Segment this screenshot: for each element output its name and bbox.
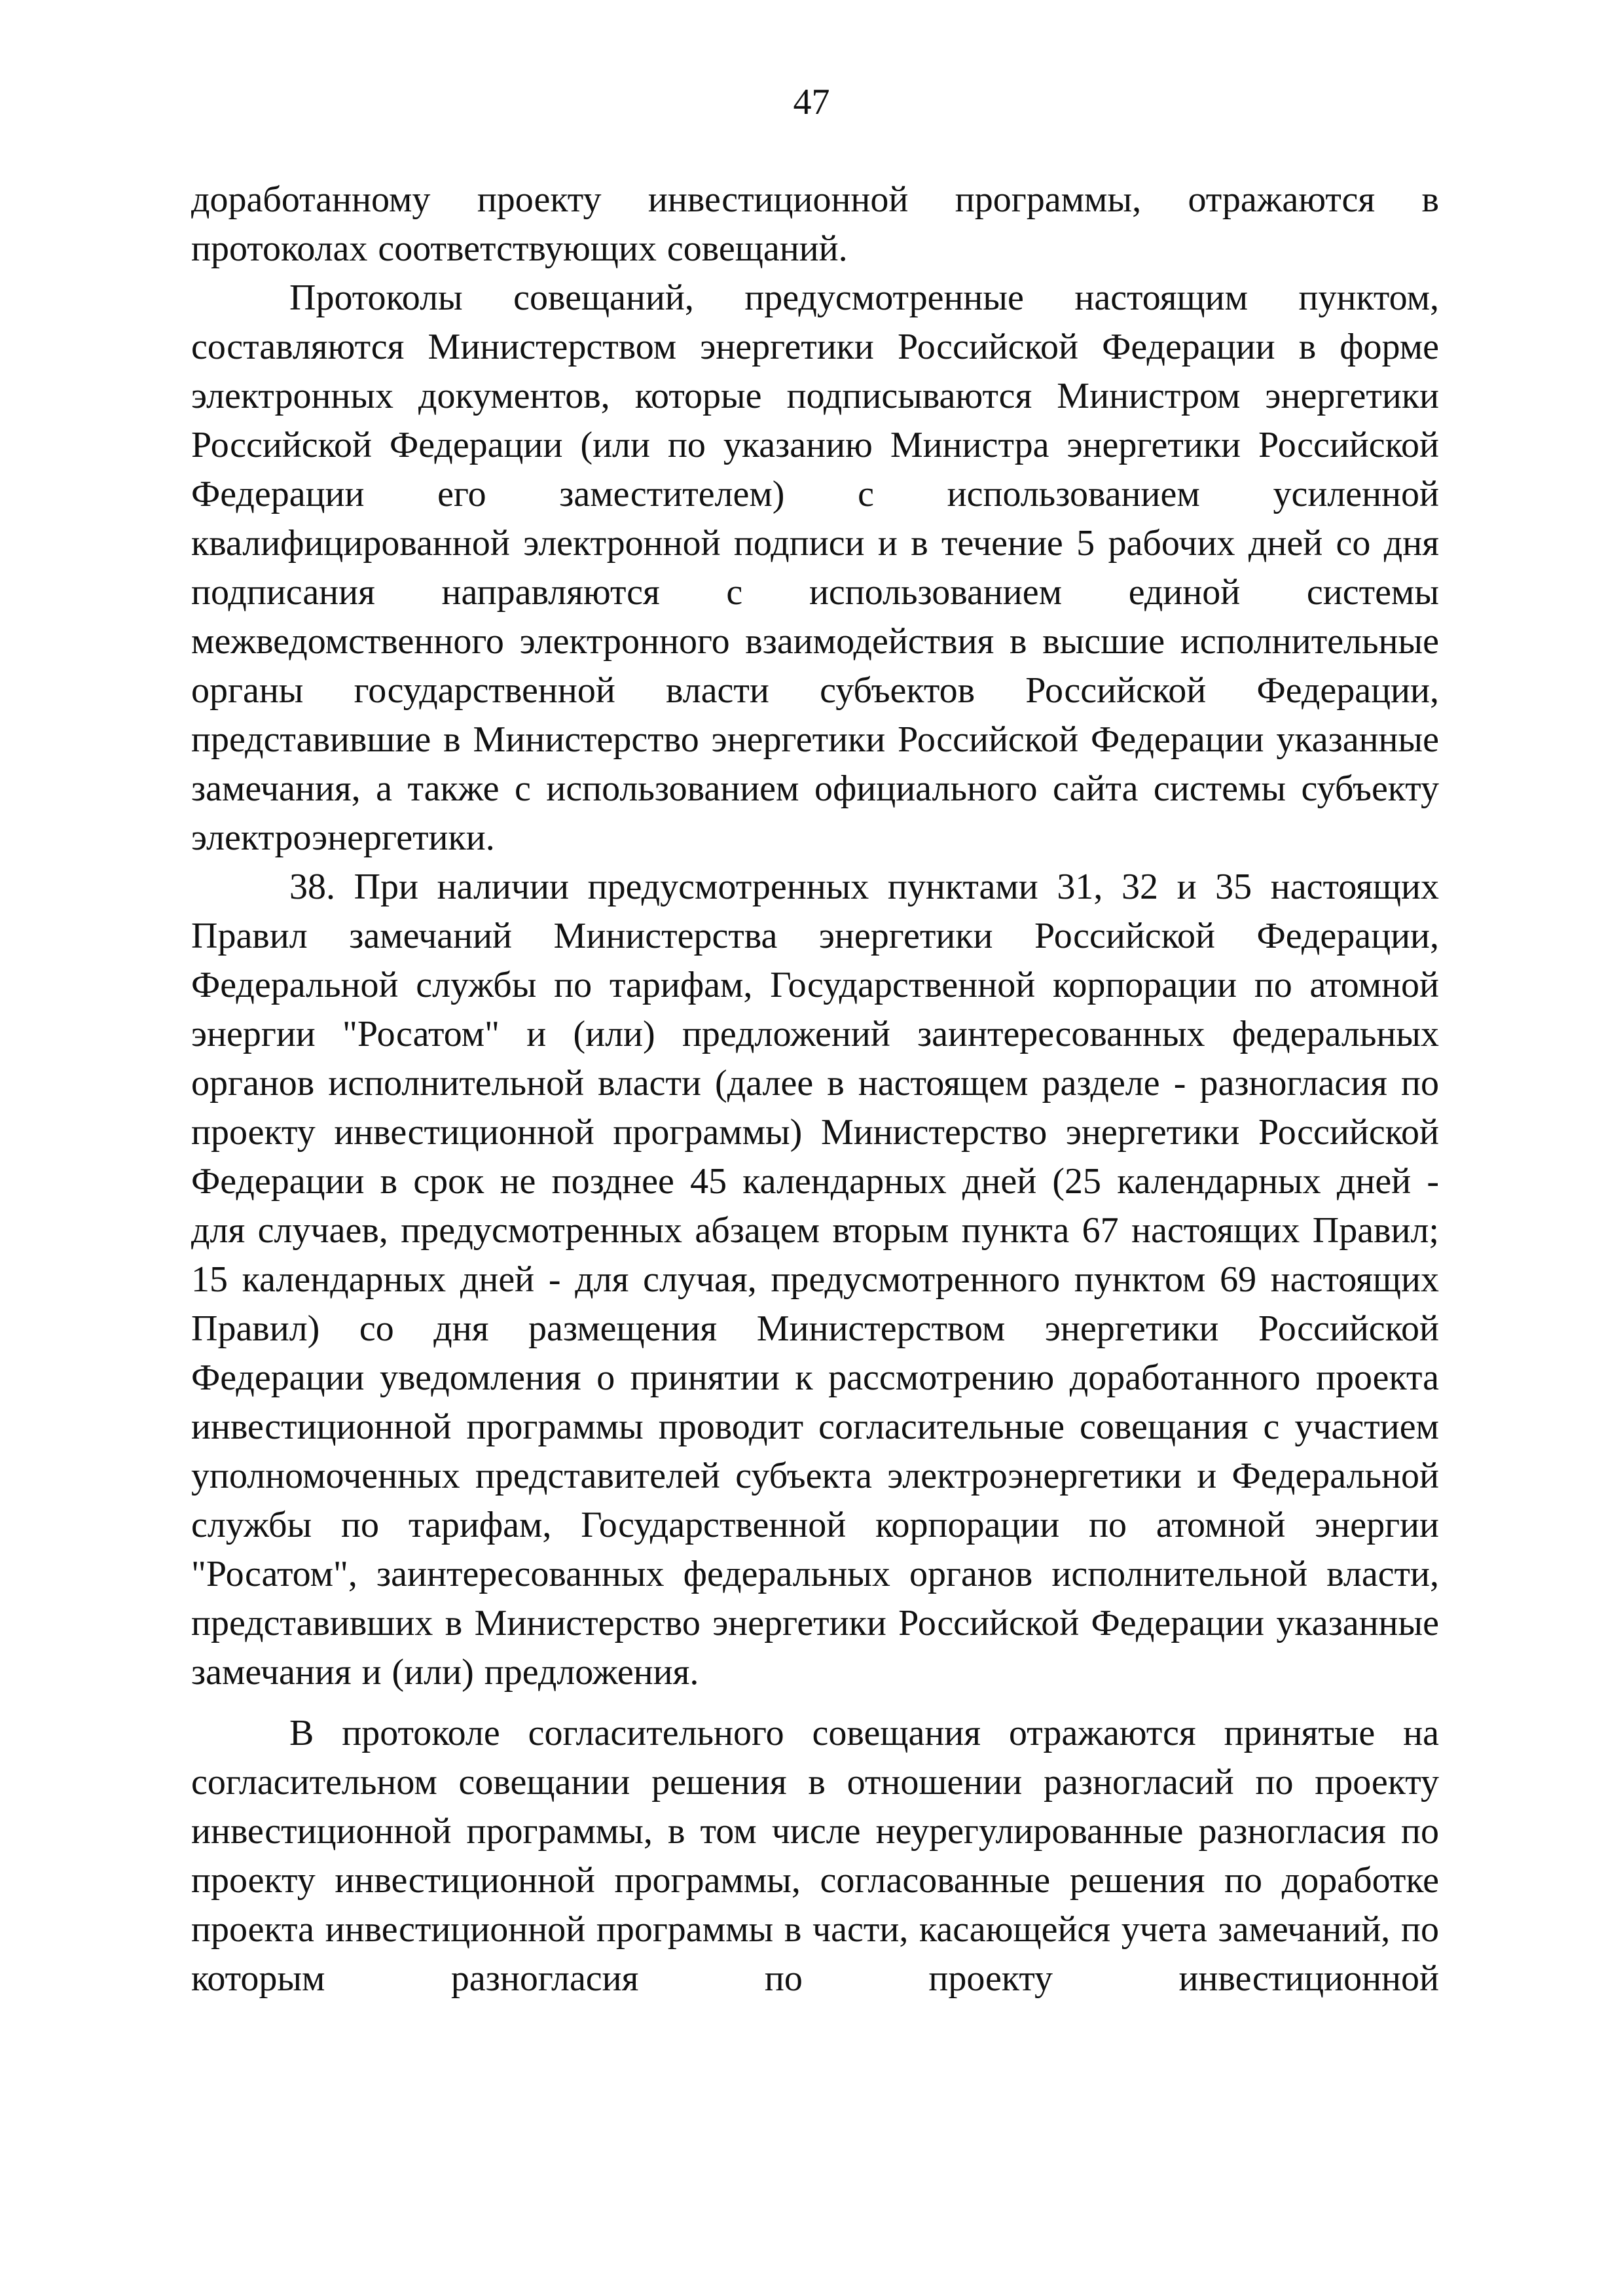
- paragraph-protocols: Протоколы совещаний, предусмотренные настоящим пунктом, составляются Министерством энергетики Российской Федерации в форме электронных документов, которые подписываются Министром энергетики Российской Федерации (или по указанию Министра энергетики Российской Федерации его заместителем) с использованием усиленной квалифицированной электронной подписи и в течение 5 рабочих дней со дня подписания направляются с использованием единой системы межведомственного электронного взаимодействия в высшие исполнительные органы государственной власти субъектов Российской Федерации, представившие в Министерство энергетики Российской Федерации указанные замечания, а также с использованием официального сайта системы субъекту электроэнергетики.: [191, 278, 1439, 858]
- paragraph-continuation: доработанному проекту инвестиционной программы, отражаются в протоколах соответствующих совещаний.: [191, 179, 1439, 269]
- paragraph-conciliation-protocol: В протоколе согласительного совещания отражаются принятые на согласительном совещании решения в отношении разногласий по проекту инвестиционной программы, в том числе неурегулированные разногласия по проекту инвестиционной программы, согласованные решения по доработке проекта инвестиционной программы в части, касающейся учета замечаний, по которым разногласия по проекту инвестиционной: [191, 1713, 1439, 1999]
- page-number: 47: [793, 82, 830, 122]
- paragraph-item-38: 38. При наличии предусмотренных пунктами 31, 32 и 35 настоящих Правил замечаний Министерства энергетики Российской Федерации, Федеральной службы по тарифам, Государственной корпорации по атомной энергии "Росатом" и (или) предложений заинтересованных федеральных органов исполнительной власти (далее в настоящем разделе - разногласия по проекту инвестиционной программы) Министерство энергетики Российской Федерации в срок не позднее 45 календарных дней (25 календарных дней - для случаев, предусмотренных абзацем вторым пункта 67 настоящих Правил; 15 календарных дней - для случая, предусмотренного пунктом 69 настоящих Правил) со дня размещения Министерством энергетики Российской Федерации уведомления о принятии к рассмотрению доработанного проекта инвестиционной программы проводит согласительные совещания с участием уполномоченных представителей субъекта электроэнергетики и Федеральной службы по тарифам, Государственной корпорации по атомной энергии "Росатом", заинтересованных федеральных органов исполнительной власти, представивших в Министерство энергетики Российской Федерации указанные замечания и (или) предложения.: [191, 867, 1439, 1693]
- document-body: [191, 175, 1439, 2003]
